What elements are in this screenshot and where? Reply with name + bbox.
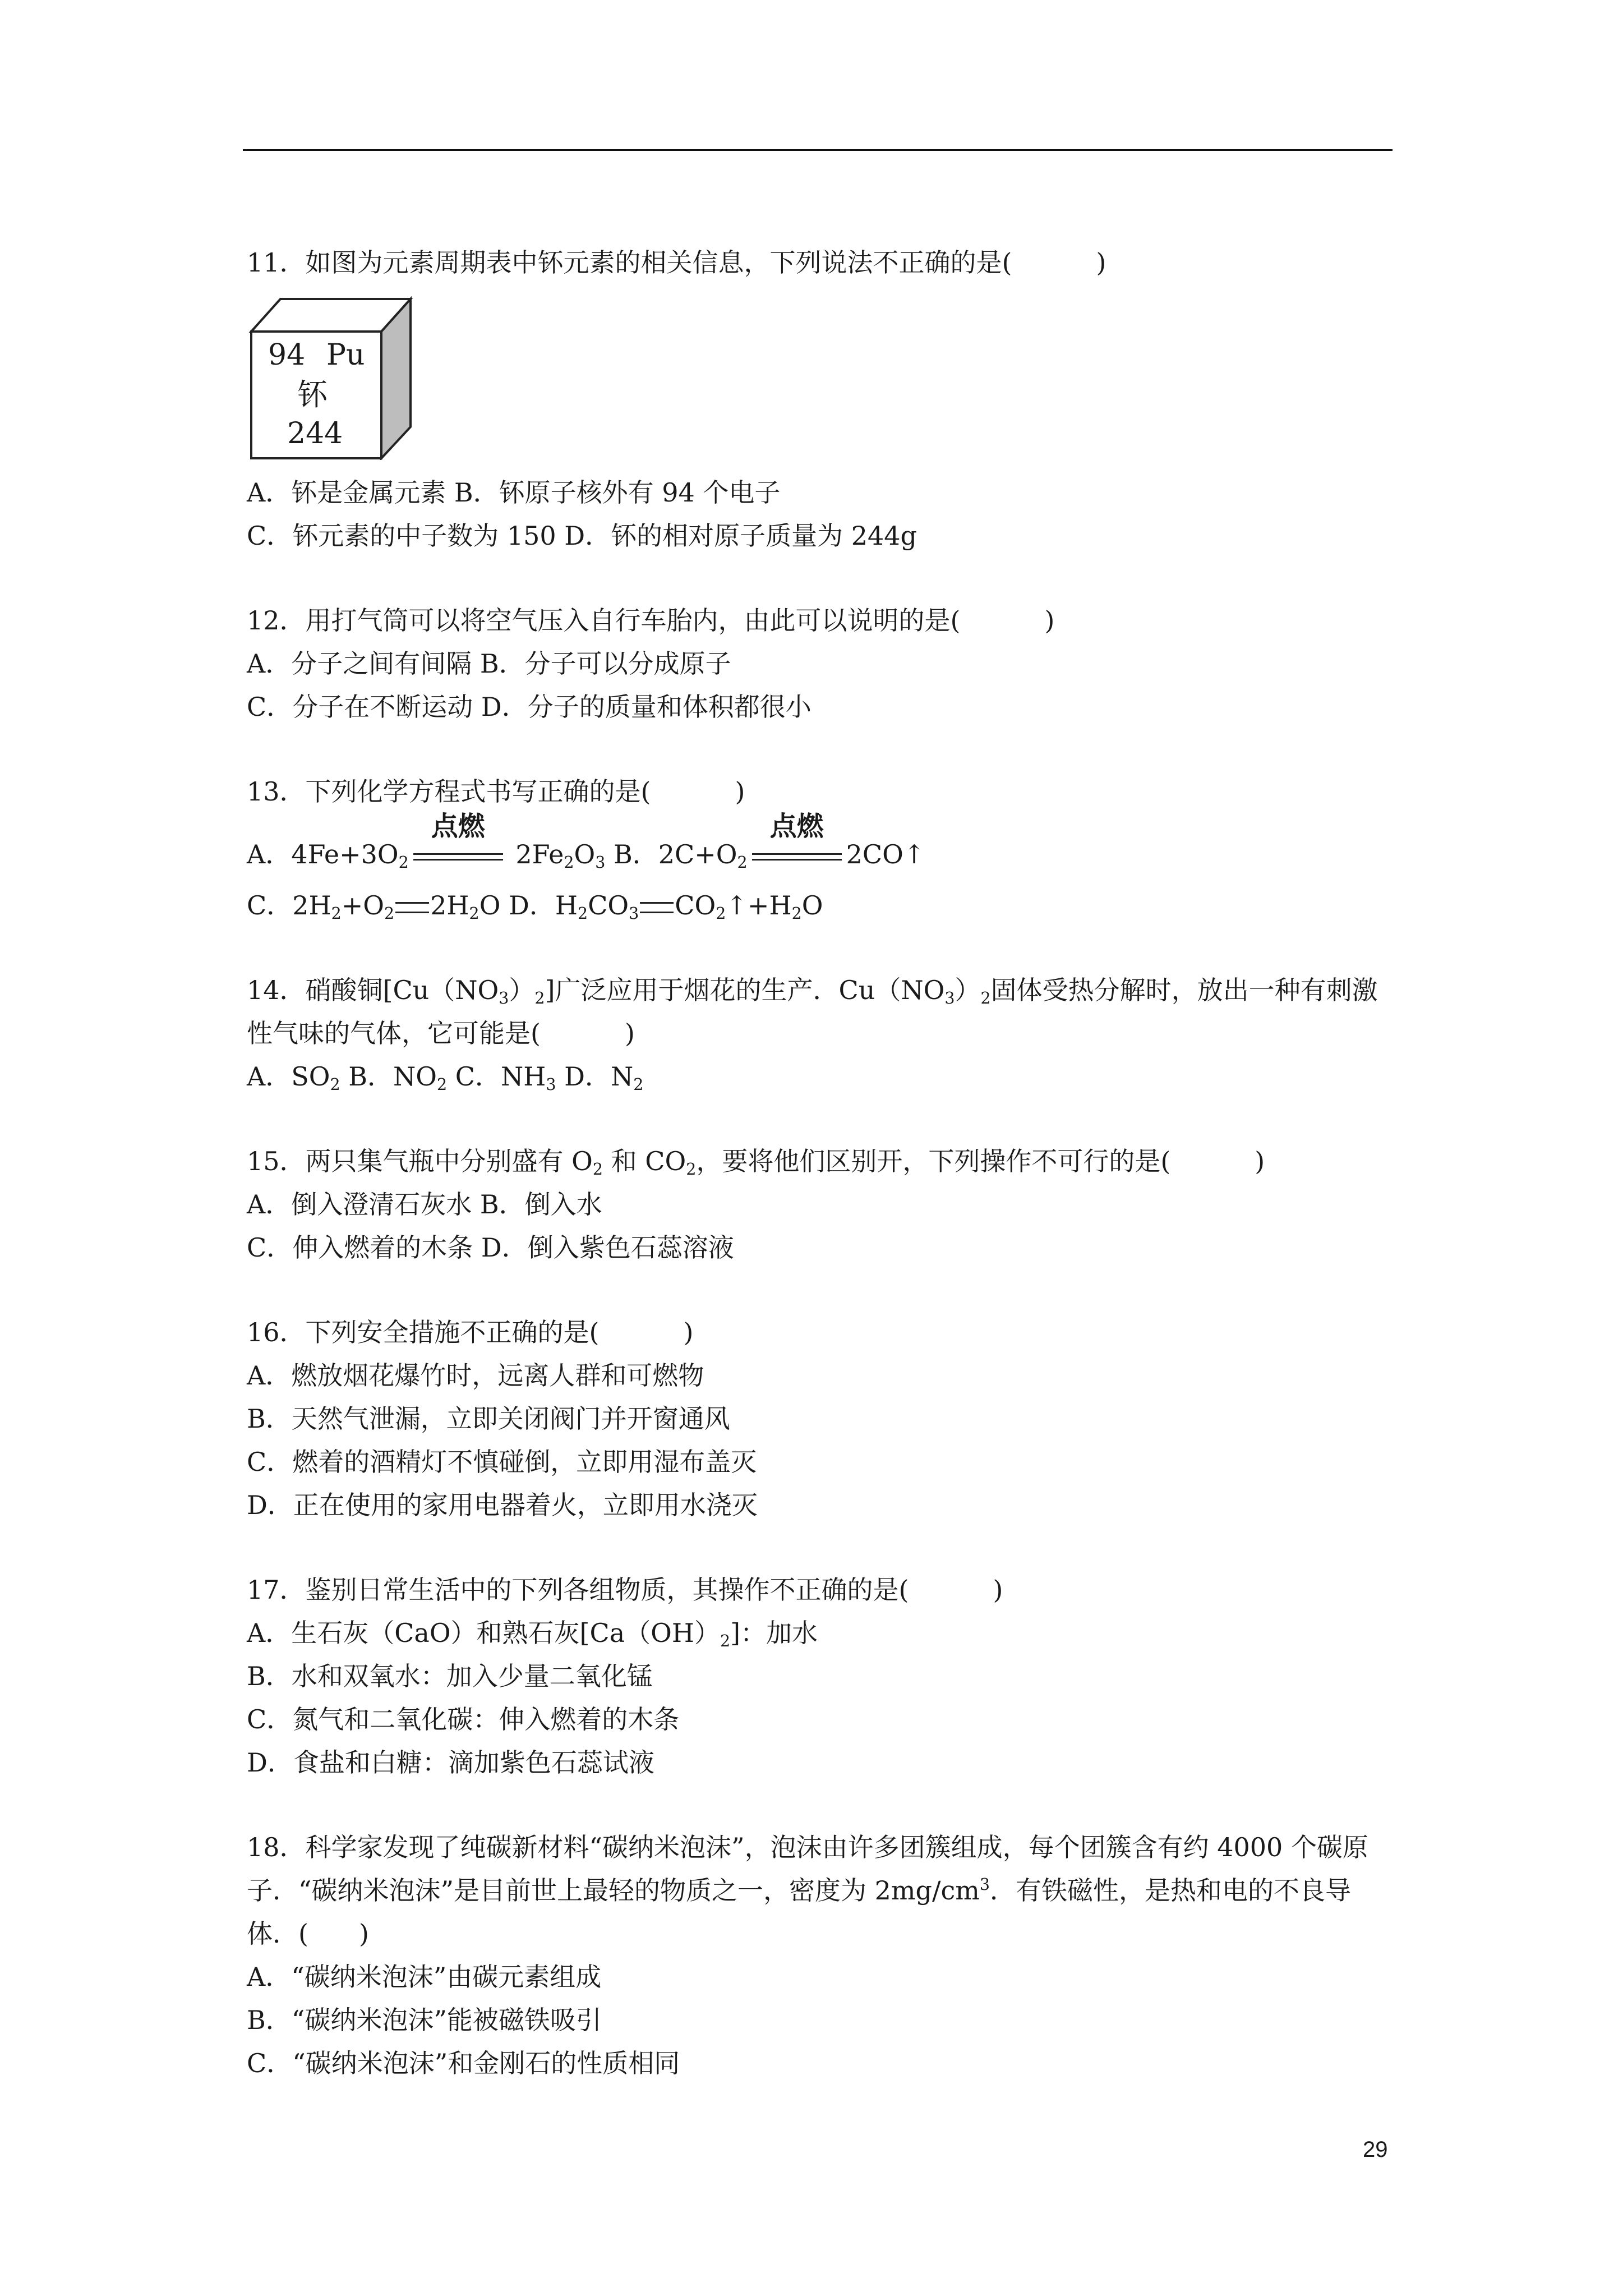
question-13-stem: 13．下列化学方程式书写正确的是( ): [247, 776, 745, 807]
question-16-option-c: C．燃着的酒精灯不慎碰倒，立即用湿布盖灭: [247, 1447, 757, 1477]
question-11: [247, 241, 1402, 558]
reaction-condition: 点燃: [413, 845, 503, 868]
equals-sign: [395, 902, 429, 913]
atomic-number: 94: [268, 338, 306, 372]
question-18-option-a: A．“碳纳米泡沫”由碳元素组成: [247, 1962, 602, 1992]
question-15-stem: 15．两只集气瓶中分别盛有 $O_2$ 和 $CO_2$，要将他们区别开，下列操作不可行的是( ): [247, 1146, 1265, 1179]
question-15: [247, 1140, 1402, 1269]
reaction-condition-b: 点燃: [752, 845, 842, 868]
element-name: 钚: [297, 377, 328, 412]
question-18-stem: 18．科学家发现了纯碳新材料“碳纳米泡沫”，泡沫由许多团簇组成，每个团簇含有约 4000 个碳原子．“碳纳米泡沫”是目前世上最轻的物质之一，密度为 $2mg/cm^3$．有铁磁性，是热和电的不良导体．( ): [247, 1832, 1368, 1949]
question-list: [247, 241, 1402, 2127]
question-16-option-b: B．天然气泄漏，立即关闭阀门并开窗通风: [247, 1404, 730, 1434]
question-13: [247, 770, 1402, 927]
question-14-options: A．$SO_2$ B．$NO_2$ C．$NH_3$ D．$N_2$: [247, 1061, 644, 1094]
question-12-options-ab: A．分子之间有间隔 B．分子可以分成原子: [247, 648, 731, 679]
header-rule: [243, 149, 1393, 151]
question-14-stem: 14．硝酸铜$[Cu(NO_3)_2]$广泛应用于烟花的生产．$Cu(NO_3)_2$固体受热分解时，放出一种有刺激性气味的气体，它可能是( ): [247, 975, 1378, 1048]
question-17-option-b: B．水和双氧水：加入少量二氧化锰: [247, 1661, 653, 1691]
question-12: [247, 599, 1402, 729]
question-11-stem: 11．如图为元素周期表中钚元素的相关信息，下列说法不正确的是( ): [247, 247, 1106, 278]
question-17-option-a: A．生石灰（CaO）和熟石灰$[Ca(OH)_2]$：加水: [247, 1618, 818, 1650]
question-11-options-cd: C．钚元素的中子数为 150 D．钚的相对原子质量为 244g: [247, 521, 917, 551]
question-17-option-c: C．氮气和二氧化碳：伸入燃着的木条: [247, 1704, 680, 1734]
question-17-option-d: D．食盐和白糖：滴加紫色石蕊试液: [247, 1747, 654, 1778]
question-16-option-d: D．正在使用的家用电器着火，立即用水浇灭: [247, 1490, 758, 1520]
question-12-stem: 12．用打气筒可以将空气压入自行车胎内，由此可以说明的是( ): [247, 605, 1055, 636]
question-18-option-b: B．“碳纳米泡沫”能被磁铁吸引: [247, 2005, 602, 2035]
element-symbol: Pu: [326, 338, 365, 372]
equals-sign-d: [640, 902, 674, 913]
question-11-options-ab: A．钚是金属元素 B．钚原子核外有 94 个电子: [247, 477, 781, 508]
question-18: [247, 1826, 1402, 2085]
question-15-options-ab: A．倒入澄清石灰水 B．倒入水: [247, 1189, 602, 1220]
question-17: [247, 1568, 1402, 1784]
question-13-options-ab: A．$4Fe+3O_2$ 点燃 $2Fe_2O_3$ B．$2C+O_2$ 点燃 2CO↑: [247, 811, 925, 872]
atomic-mass: 244: [287, 417, 343, 450]
question-18-option-c: C．“碳纳米泡沫”和金刚石的性质相同: [247, 2048, 680, 2078]
periodic-table-cell: [247, 295, 415, 460]
question-16-stem: 16．下列安全措施不正确的是( ): [247, 1317, 694, 1347]
page-number: 29: [1363, 2137, 1388, 2162]
question-17-stem: 17．鉴别日常生活中的下列各组物质，其操作不正确的是( ): [247, 1575, 1003, 1605]
question-16: [247, 1311, 1402, 1527]
question-16-option-a: A．燃放烟花爆竹时，远离人群和可燃物: [247, 1360, 704, 1391]
question-14: [247, 969, 1402, 1098]
question-15-options-cd: C．伸入燃着的木条 D．倒入紫色石蕊溶液: [247, 1232, 734, 1263]
question-13-options-cd: C．$2H_2+O_2$ $2H_2O$ D．$H_2CO_3$ $CO_2↑+H_2O$: [247, 890, 823, 923]
question-12-options-cd: C．分子在不断运动 D．分子的质量和体积都很小: [247, 692, 811, 722]
